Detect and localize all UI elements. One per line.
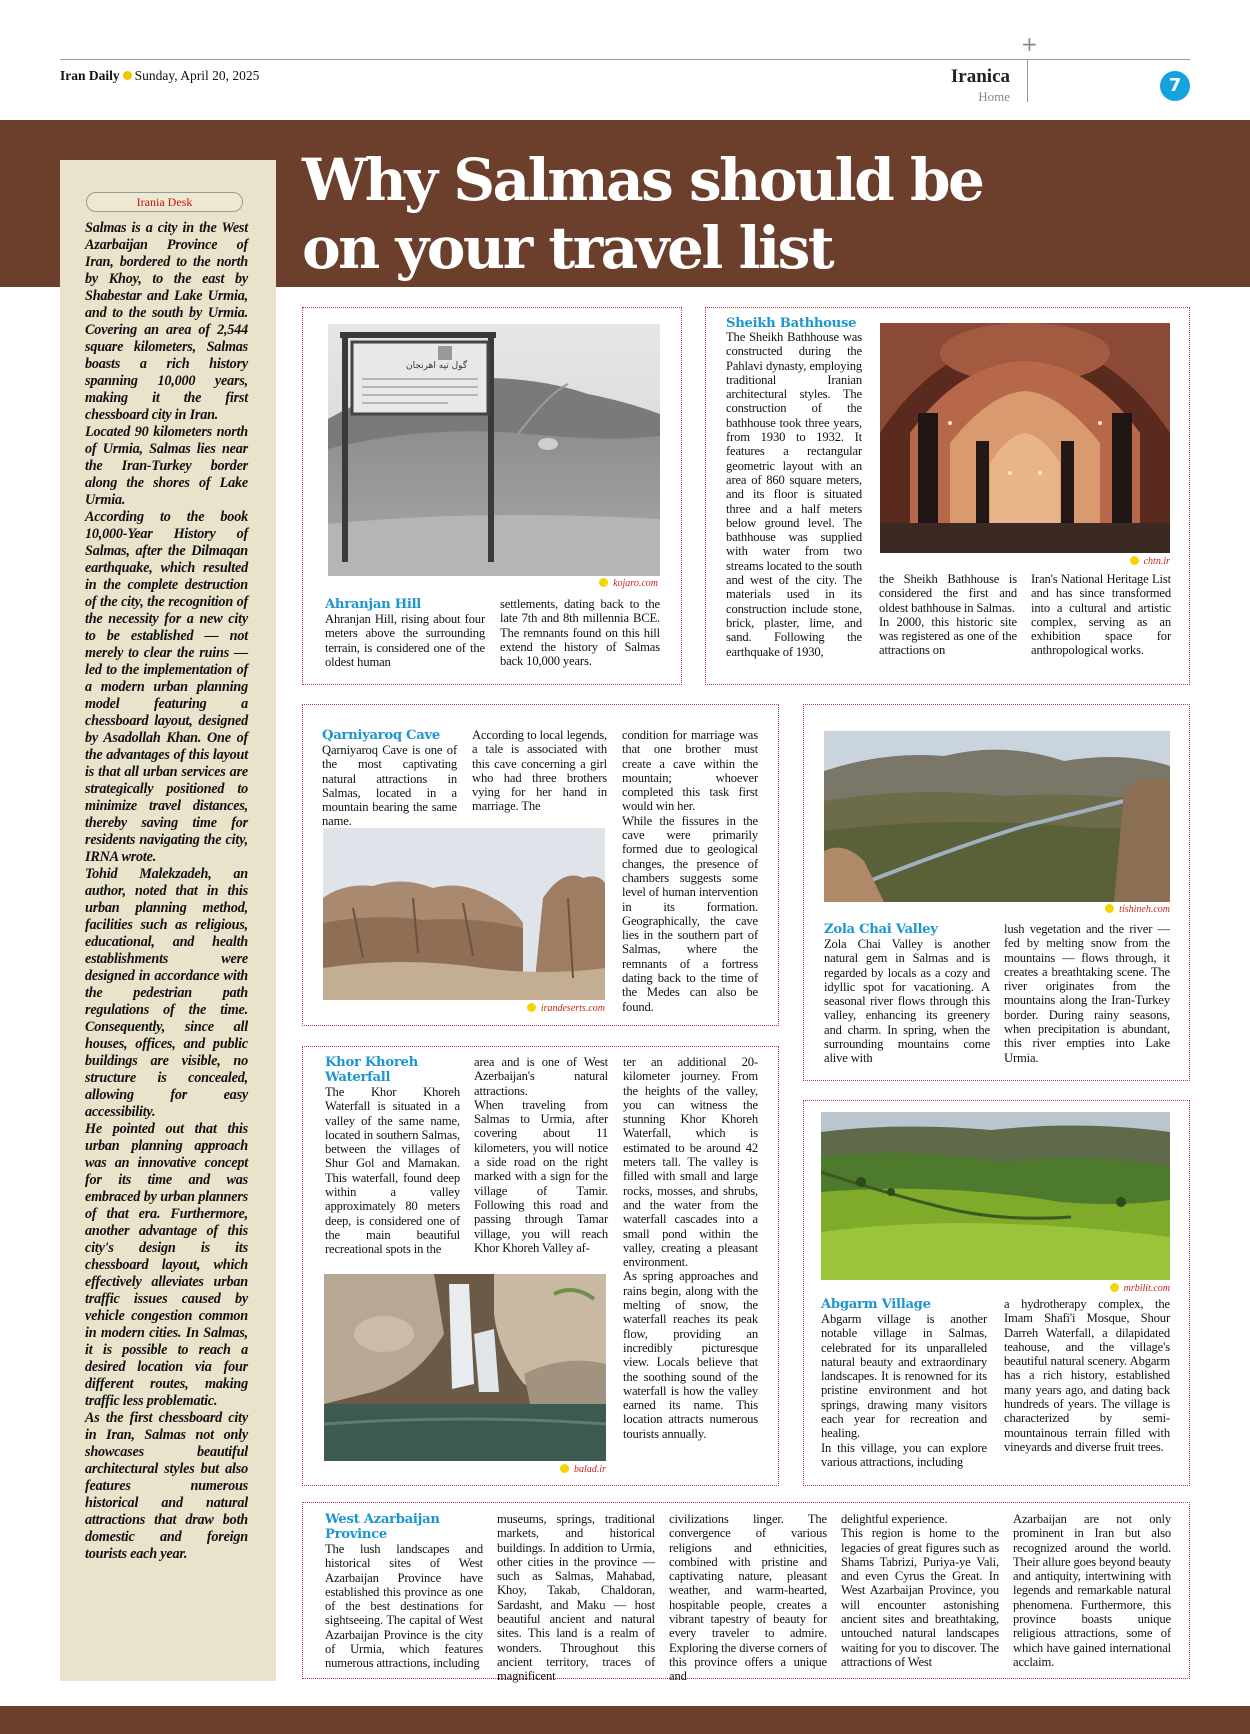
abgarm-col-1: [821, 1312, 987, 1469]
khor-col-1: The Khor Khoreh Waterfall is situated in a valley of the same name, located in southern Salmas, between the villages of Shur Gol and Mamakan. This waterfall, found deep within a valley approximately 80 meters deep, is considered one of the main beautiful recreational spots in the: [325, 1085, 460, 1257]
khor-col-2a: area and is one of West Azerbaijan's natural attractions.: [474, 1055, 608, 1098]
khor-col-2: [474, 1055, 608, 1255]
credit-dot-icon: [1130, 556, 1139, 565]
west-heading: West Azarbaijan Province: [325, 1512, 440, 1542]
page-number: 7: [1160, 71, 1190, 101]
zola-credit: [1060, 904, 1170, 915]
paper-name: Iran Daily: [60, 68, 120, 83]
sign-title: گول تپه اهرنجان: [406, 361, 468, 371]
intro-paragraph: Located 90 kilometers north of Urmia, Salmas lies near the Iran-Turkey border along the shores of Lake Urmia.: [85, 424, 248, 508]
ahranjan-col-2: settlements, dating back to the late 7th and 8th millennia BCE. The remnants found on this hill extend the history of Salmas back 10,000 years.: [500, 597, 660, 669]
cave-rock-image: [323, 828, 605, 1000]
intro-paragraph: He pointed out that this urban planning approach was an innovative concept for its time and was embraced by urban planners of that era. Furthermore, another advantage of this city's design is its chessboard layout, which effectively alleviates urban traffic issues caused by vehicle congestion common in modern cities. In Salmas, it is possible to reach a desired location via four different routes, making traffic less problematic.: [85, 1121, 248, 1409]
section-label: [944, 66, 1010, 105]
desk-badge: Irania Desk: [86, 192, 243, 212]
headline: [302, 146, 982, 282]
section-title: Iranica: [950, 66, 1010, 87]
west-col-3: civilizations linger. The convergence of various religions and ethnicities, combined with pristine and captivating nature, pleasant weather, and warm-hearted, hospitable people, creates a vibrant tapestry of beauty for every traveler to admire. Exploring the diverse corners of this province offers a unique and: [669, 1512, 827, 1684]
abgarm-credit: [1060, 1283, 1170, 1294]
khor-credit-text: balad.ir: [574, 1464, 606, 1475]
credit-dot-icon: [560, 1464, 569, 1473]
qarniyaroq-col-1: Qarniyaroq Cave is one of the most captivating natural attractions in Salmas, located in a mountain bearing the same name.: [322, 743, 457, 829]
qarniyaroq-photo: [323, 828, 605, 1000]
headline-line-1: Why Salmas should be: [302, 146, 983, 214]
ahranjan-col-1: Ahranjan Hill, rising about four meters above the surrounding terrain, is considered one of the oldest human: [325, 612, 485, 669]
bathhouse-interior-image: [880, 323, 1170, 553]
west-col-4: [841, 1512, 999, 1669]
bullet-dot-icon: [123, 71, 132, 80]
intro-paragraph: As the first chessboard city in Iran, Salmas not only showcases beautiful architectural styles but also features numerous historical and natural attractions that draw both domestic and foreign tourists each year.: [85, 1410, 248, 1562]
sheikh-photo: [880, 323, 1170, 553]
intro-text: [85, 220, 248, 1563]
issue-date: Sunday, April 20, 2025: [134, 68, 260, 83]
zola-photo: [824, 731, 1170, 902]
intro-paragraph: According to the book 10,000-Year History of Salmas, after the Dilmaqan earthquake, which resulted in the complete destruction of the city, the recognition of the necessity for a new city to be established — not merely to clear the ruins — led to the implementation of a modern urban planning model featuring a chessboard layout, designed by Asadollah Khan. One of the advantages of this layout is that all urban services are strategically positioned to minimize travel distances, thereby saving time for residents navigating the city, IRNA wrote.: [85, 509, 248, 865]
ahranjan-credit: [540, 578, 658, 589]
west-col-1: The lush landscapes and historical sites of West Azarbaijan Province have established this province as one of the best destinations for sightseeing. The capital of West Azarbaijan Province is the city of Urmia, which features numerous attractions, including: [325, 1542, 483, 1671]
crop-mark-icon: +: [1021, 32, 1038, 56]
credit-dot-icon: [527, 1003, 536, 1012]
qarniyaroq-col-3a: condition for marriage was that one brother must create a cave within the mountain; whoever completed this task first would win her.: [622, 728, 758, 814]
khor-col-3a: ter an additional 20-kilometer journey. From the heights of the valley, you can witness the stunning Khor Khoreh Waterfall, which is estimated to be around 42 meters tall. The valley is filled with small and large rocks, mosses, and shrubs, and the water from the waterfall cascades into a small pond within the valley, creating a pleasant environment.: [623, 1055, 758, 1270]
abgarm-col-1b: In this village, you can explore various attractions, including: [821, 1440, 987, 1469]
west-col-5: Azarbaijan are not only prominent in Iran but also recognized around the world. Their allure goes beyond beauty and antiquity, intertwining with legends and remarkable natural phenomena. Furthermore, this province boasts unique religious attractions, some of which have gained international acclaim.: [1013, 1512, 1171, 1669]
sheikh-credit-text: chtn.ir: [1143, 556, 1170, 567]
sheikh-col-1: The Sheikh Bathhouse was constructed during the Pahlavi dynasty, employing traditional Iranian architectural styles. The construction of the bathhouse took three years, from 1930 to 1932. It features a rectangular geometric layout with an area of 860 square meters, and its floor is situated three and a half meters below ground level. The bathhouse was supplied with water from two streams located to the south and west of the city. The materials used in its construction include stone, brick, plaster, lime, and sand. Following the earthquake of 1930,: [726, 330, 862, 659]
khor-credit: [480, 1464, 606, 1475]
abgarm-credit-text: mrbilit.com: [1123, 1283, 1170, 1294]
sheikh-col-2: [879, 572, 1017, 658]
ahranjan-hill-image: [328, 324, 660, 576]
sheikh-heading: Sheikh Bathhouse: [726, 316, 857, 331]
sheikh-col-2b: In 2000, this historic site was registered as one of the attractions on: [879, 614, 1017, 658]
headline-line-2: on your travel list: [302, 214, 833, 282]
qarniyaroq-credit-text: irandeserts.com: [540, 1003, 605, 1014]
ahranjan-credit-text: kojaro.com: [613, 578, 658, 589]
west-col-4a: delightful experience.: [841, 1512, 948, 1526]
waterfall-image: [324, 1274, 606, 1461]
footer-band: [0, 1706, 1250, 1734]
west-col-4b: This region is home to the legacies of great figures such as Shams Tabrizi, Puriya-ye Vali, and even Cyrus the Great. In West Azarbaijan Province, you will encounter astonishing ancient sites and breathtaking, untouched natural landscapes waiting for you to discover. The attractions of West: [841, 1526, 999, 1669]
valley-landscape-image: [824, 731, 1170, 902]
qarniyaroq-col-3: [622, 728, 758, 1014]
abgarm-col-2: a hydrotherapy complex, the Imam Shafi'i Mosque, Shour Darreh Waterfall, a dilapidated teahouse, and the village's beautiful natural scenery. Abgarm has a rich history, established many years ago, and dating back hundreds of years. The village is characterized by semi-mountainous terrain filled with vineyards and diverse fruit trees.: [1004, 1297, 1170, 1454]
khor-col-2b: When traveling from Salmas to Urmia, after covering about 11 kilometers, you will notice a side road on the right marked with a sign for the village of Tamir. Following this road and passing through Tamar village, you will reach Khor Khoreh Valley af-: [474, 1097, 608, 1255]
abgarm-col-1a: Abgarm village is another notable village in Salmas, celebrated for its unparalleled natural beauty and extraordinary landscapes. It is renowned for its pristine environment and hot springs, drawing many visitors each year for recreation and healing.: [821, 1312, 987, 1441]
west-col-2: museums, springs, traditional markets, and historical buildings. In addition to Urmia, other cities in the province — such as Salmas, Mahabad, Khoy, Takab, Chaldoran, Sardasht, and Maku — host beautiful ancient and natural sites. This land is a realm of wonders. Throughout this ancient territory, traces of magnificent: [497, 1512, 655, 1684]
qarniyaroq-credit: [480, 1003, 605, 1014]
abgarm-photo: [821, 1112, 1170, 1280]
ahranjan-photo: [328, 324, 660, 576]
header-rule: [60, 59, 1190, 60]
zola-heading: Zola Chai Valley: [824, 922, 938, 937]
credit-dot-icon: [1105, 904, 1114, 913]
abgarm-heading: Abgarm Village: [821, 1297, 931, 1312]
sheikh-col-3: Iran's National Heritage List and has since transformed into a cultural and artistic complex, serving as an exhibition space for anthropological works.: [1031, 572, 1171, 658]
qarniyaroq-col-2: According to local legends, a tale is associated with this cave concerning a girl who had three brothers vying for her hand in marriage. The: [472, 728, 607, 814]
zola-credit-text: tishineh.com: [1119, 904, 1170, 915]
khor-heading: Khor Khoreh Waterfall: [325, 1055, 418, 1085]
intro-paragraph: Salmas is a city in the West Azarbaijan Province of Iran, bordered to the north by Khoy, to the east by Shabestar and Lake Urmia, and to the south by Urmia. Covering an area of 2,544 square kilometers, Salmas boasts a rich history spanning 10,000 years, making it the first chessboard city in Iran.: [85, 220, 248, 423]
credit-dot-icon: [1110, 1283, 1119, 1292]
qarniyaroq-col-3b: While the fissures in the cave were primarily formed due to geological changes, the presence of chambers suggests some level of human intervention in its formation. Geographically, the cave lies in the southern part of Salmas, where the remnants of a fortress dating back to the time of the Medes can also be found.: [622, 813, 758, 1014]
khor-col-3: [623, 1055, 758, 1441]
zola-col-1: Zola Chai Valley is another natural gem in Salmas and is regarded by locals as a cozy and idyllic spot for vacationing. A seasonal river flows through this valley, enhancing its greenery and charm. In spring, when the surrounding mountains come alive with: [824, 937, 990, 1066]
header-divider: [1027, 60, 1028, 102]
green-valley-image: [821, 1112, 1170, 1280]
khor-col-3b: As spring approaches and rains begin, along with the melting of snow, the waterfall reaches its peak flow, providing an incredibly picturesque view. Locals believe that the soothing sound of the waterfall is how the valley earned its name. This location attracts numerous tourists annually.: [623, 1269, 758, 1441]
sheikh-credit: [1060, 556, 1170, 567]
qarniyaroq-heading: Qarniyaroq Cave: [322, 728, 440, 743]
sheikh-col-2a: the Sheikh Bathhouse is considered the first and oldest bathhouse in Salmas.: [879, 572, 1017, 615]
subsection-title: Home: [978, 89, 1010, 104]
khor-photo: [324, 1274, 606, 1461]
intro-paragraph: Tohid Malekzadeh, an author, noted that in this urban planning method, facilities such as religious, educational, and health establishments were designed in accordance with the pedestrian path regulations of the time. Consequently, since all houses, offices, and public buildings are visible, no structure is concealed, allowing for easy accessibility.: [85, 866, 248, 1120]
zola-col-2: lush vegetation and the river — fed by melting snow from the mountains — flows through, it creates a breathtaking scene. The river originates from the mountains along the Iran-Turkey border. During rainy seasons, when precipitation is abundant, this river empties into Lake Urmia.: [1004, 922, 1170, 1065]
credit-dot-icon: [599, 578, 608, 587]
ahranjan-heading: Ahranjan Hill: [325, 597, 421, 612]
masthead: [60, 68, 259, 84]
